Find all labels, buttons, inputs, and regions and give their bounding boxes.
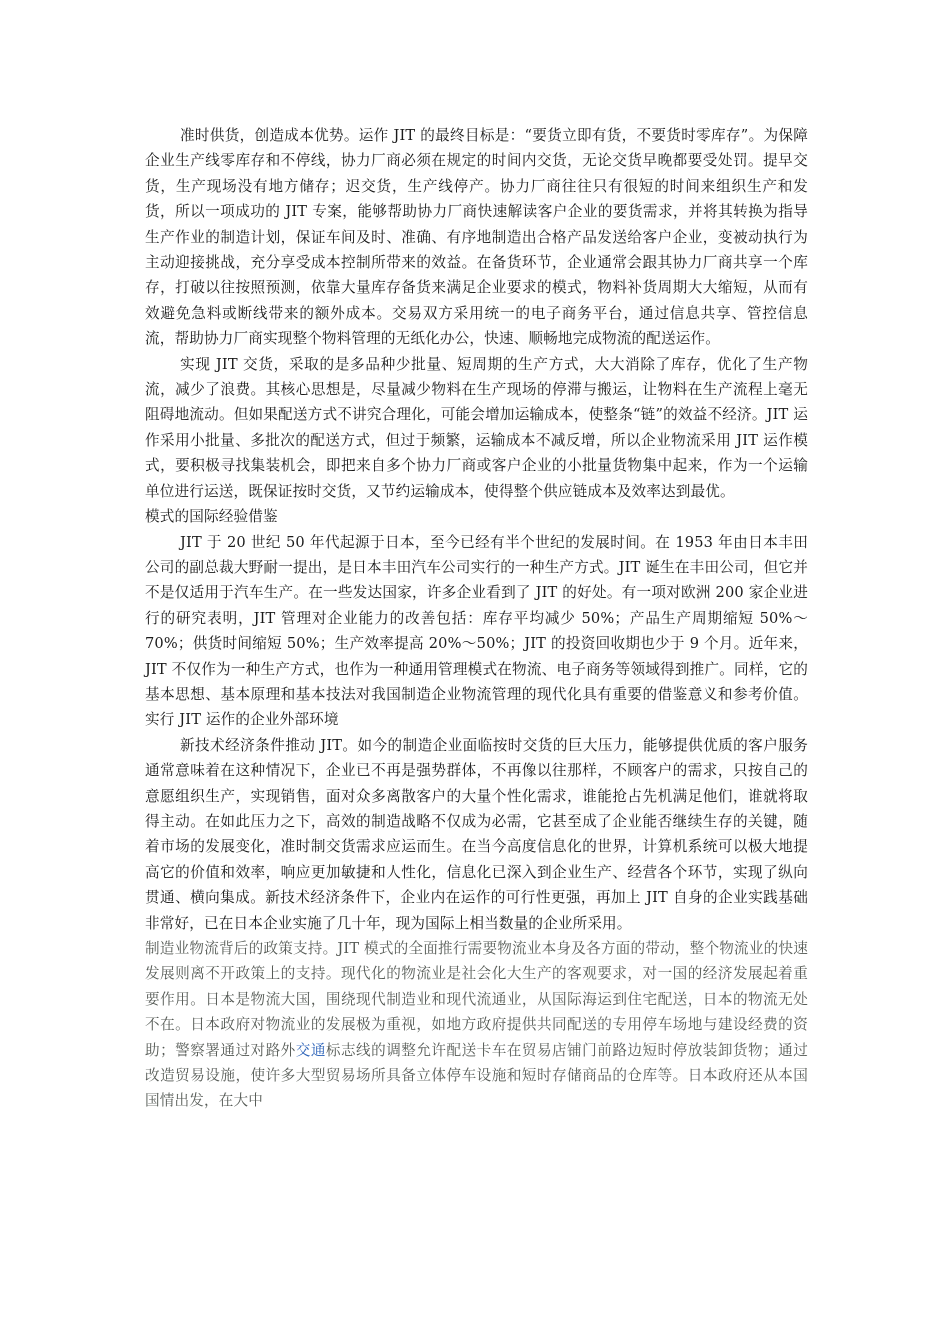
paragraph-jit-history: JIT 于 20 世纪 50 年代起源于日本，至今已经有半个世纪的发展时间。在 1953 年由日本丰田公司的副总裁大野耐一提出，是日本丰田汽车公司实行的一种生产方式。JIT 诞生在丰田公司，但它并不是仅适用于汽车生产。在一些发达国家，许多企业看到了 JIT 的好处。有一项对欧洲 200 家企业进行的研究表明，JIT 管理对企业能力的改善包括：库存平均减少 50%；产品生产周期缩短 50%～70%；供货时间缩短 50%；生产效率提高 20%～50%；JIT 的投资回收期也少于 9 个月。近年来，JIT 不仅作为一种生产方式，也作为一种通用管理模式在物流、电子商务等领域得到推广。同样，它的基本思想、基本原理和基本技法对我国制造企业物流管理的现代化具有重要的借鉴意义和参考价值。实行 JIT 运作的企业外部环境 [145, 533, 808, 729]
section-heading-international-experience: 模式的国际经验借鉴 [145, 508, 278, 526]
paragraph-policy-support [145, 936, 808, 1114]
traffic-link[interactable]: 交通 [295, 1041, 326, 1059]
document-body [145, 123, 808, 1114]
policy-text-after: 标志线的调整允许配送卡车在贸易店铺门前路边短时停放装卸货物；通过改造贸易设施，使许多大型贸易场所具备立体停车设施和短时存储商品的仓库等。日本政府还从本国国情出发，在大中 [145, 1041, 808, 1110]
paragraph-jit-delivery: 准时供货，创造成本优势。运作 JIT 的最终目标是：“要货立即有货，不要货时零库存”。为保障企业生产线零库存和不停线，协力厂商必须在规定的时间内交货，无论交货早晚都要受处罚。提早交货，生产现场没有地方储存；迟交货，生产线停产。协力厂商往往只有很短的时间来组织生产和发货，所以一项成功的 JIT 专案，能够帮助协力厂商快速解读客户企业的要货需求，并将其转换为指导生产作业的制造计划，保证车间及时、准确、有序地制造出合格产品发送给客户企业，变被动执行为主动迎接挑战，充分享受成本控制所带来的效益。在备货环节，企业通常会跟其协力厂商共享一个库存，打破以往按照预测，依靠大量库存备货来满足企业要求的模式，物料补货周期大大缩短，从而有效避免急料或断线带来的额外成本。交易双方采用统一的电子商务平台，通过信息共享、管控信息流，帮助协力厂商实现整个物料管理的无纸化办公，快速、顺畅地完成物流的配送运作。 [145, 127, 808, 348]
policy-text-before: 制造业物流背后的政策支持。JIT 模式的全面推行需要物流业本身及各方面的带动，整个物流业的快速发展则离不开政策上的支持。现代化的物流业是社会化大生产的客观要求，对一国的经济发展起着重要作用。日本是物流大国，围绕现代制造业和现代流通业，从国际海运到住宅配送，日本的物流无处不在。日本政府对物流业的发展极为重视，如地方政府提供共同配送的专用停车场地与建设经费的资助；警察署通过对路外 [145, 940, 808, 1059]
paragraph-jit-transport: 实现 JIT 交货，采取的是多品种少批量、短周期的生产方式，大大消除了库存，优化了生产物流，减少了浪费。其核心思想是，尽量减少物料在生产现场的停滞与搬运，让物料在生产流程上毫无阻碍地流动。但如果配送方式不讲究合理化，可能会增加运输成本，使整条“链”的效益不经济。JIT 运作采用小批量、多批次的配送方式，但过于频繁，运输成本不减反增，所以企业物流采用 JIT 运作模式，要积极寻找集装机会，即把来自多个协力厂商或客户企业的小批量货物集中起来，作为一个运输单位进行运送，既保证按时交货，又节约运输成本，使得整个供应链成本及效率达到最优。 [145, 355, 808, 500]
paragraph-new-technology: 新技术经济条件推动 JIT。如今的制造企业面临按时交货的巨大压力，能够提供优质的客户服务通常意味着在这种情况下，企业已不再是强势群体，不再像以往那样，不顾客户的需求，只按自己的意愿组织生产，实现销售，面对众多离散客户的大量个性化需求，谁能抢占先机满足他们，谁就将取得主动。在如此压力之下，高效的制造战略不仅成为必需，它甚至成了企业能否继续生存的关键，随着市场的发展变化，准时制交货需求应运而生。在当今高度信息化的世界，计算机系统可以极大地提高它的价值和效率，响应更加敏捷和人性化，信息化已深入到企业生产、经营各个环节，实现了纵向贯通、横向集成。新技术经济条件下，企业内在运作的可行性更强，再加上 JIT 自身的企业实践基础非常好，已在日本企业实施了几十年，现为国际上相当数量的企业所采用。 [145, 736, 808, 932]
